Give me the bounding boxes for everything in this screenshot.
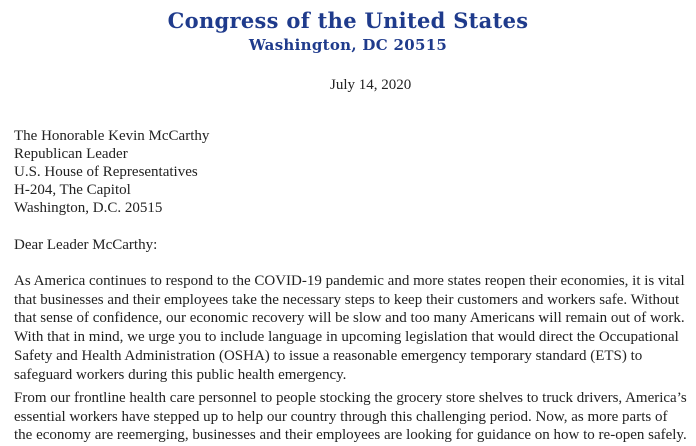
recipient-line: H-204, The Capitol bbox=[14, 182, 131, 198]
letterhead-title: Congress of the United States bbox=[167, 8, 529, 33]
paragraph-line: essential workers have stepped up to help our country through this challenging period. Now, as more parts of bbox=[14, 408, 668, 425]
letter-date: July 14, 2020 bbox=[330, 77, 412, 93]
recipient-line: Washington, D.C. 20515 bbox=[14, 200, 163, 216]
letterhead-location: Washington, DC 20515 bbox=[248, 36, 448, 54]
recipient-address bbox=[14, 127, 209, 217]
body-paragraph bbox=[14, 272, 690, 384]
paragraph-line: From our frontline health care personnel to people stocking the grocery store shelves to truck drivers, America’s bbox=[14, 390, 687, 406]
paragraph-line: Safety and Health Administration (OSHA) to issue a reasonable emergency temporary standard (ETS) to bbox=[14, 347, 643, 364]
recipient-line: Republican Leader bbox=[14, 146, 128, 162]
recipient-line: U.S. House of Representatives bbox=[14, 164, 198, 180]
salutation: Dear Leader McCarthy: bbox=[14, 237, 158, 253]
paragraph-line: safeguard workers during this public health emergency. bbox=[14, 366, 347, 383]
paragraph-line: With that in mind, we urge you to include language in upcoming legislation that would direct the Occupational bbox=[14, 329, 679, 346]
body-paragraph bbox=[14, 389, 690, 445]
paragraph-line: As America continues to respond to the COVID-19 pandemic and more states reopen their economies, it is vital bbox=[14, 273, 685, 289]
letterhead bbox=[0, 8, 696, 55]
recipient-line: The Honorable Kevin McCarthy bbox=[14, 128, 210, 144]
paragraph-line: the economy are reemerging, businesses and their employees are looking for guidance on how to re-open safely. bbox=[14, 427, 687, 444]
paragraph-line: that businesses and their employees take the necessary steps to keep their customers and workers safe. Without bbox=[14, 291, 680, 308]
paragraph-line: that sense of confidence, our economic recovery will be slow and too many Americans will remain out of work. bbox=[14, 310, 685, 327]
